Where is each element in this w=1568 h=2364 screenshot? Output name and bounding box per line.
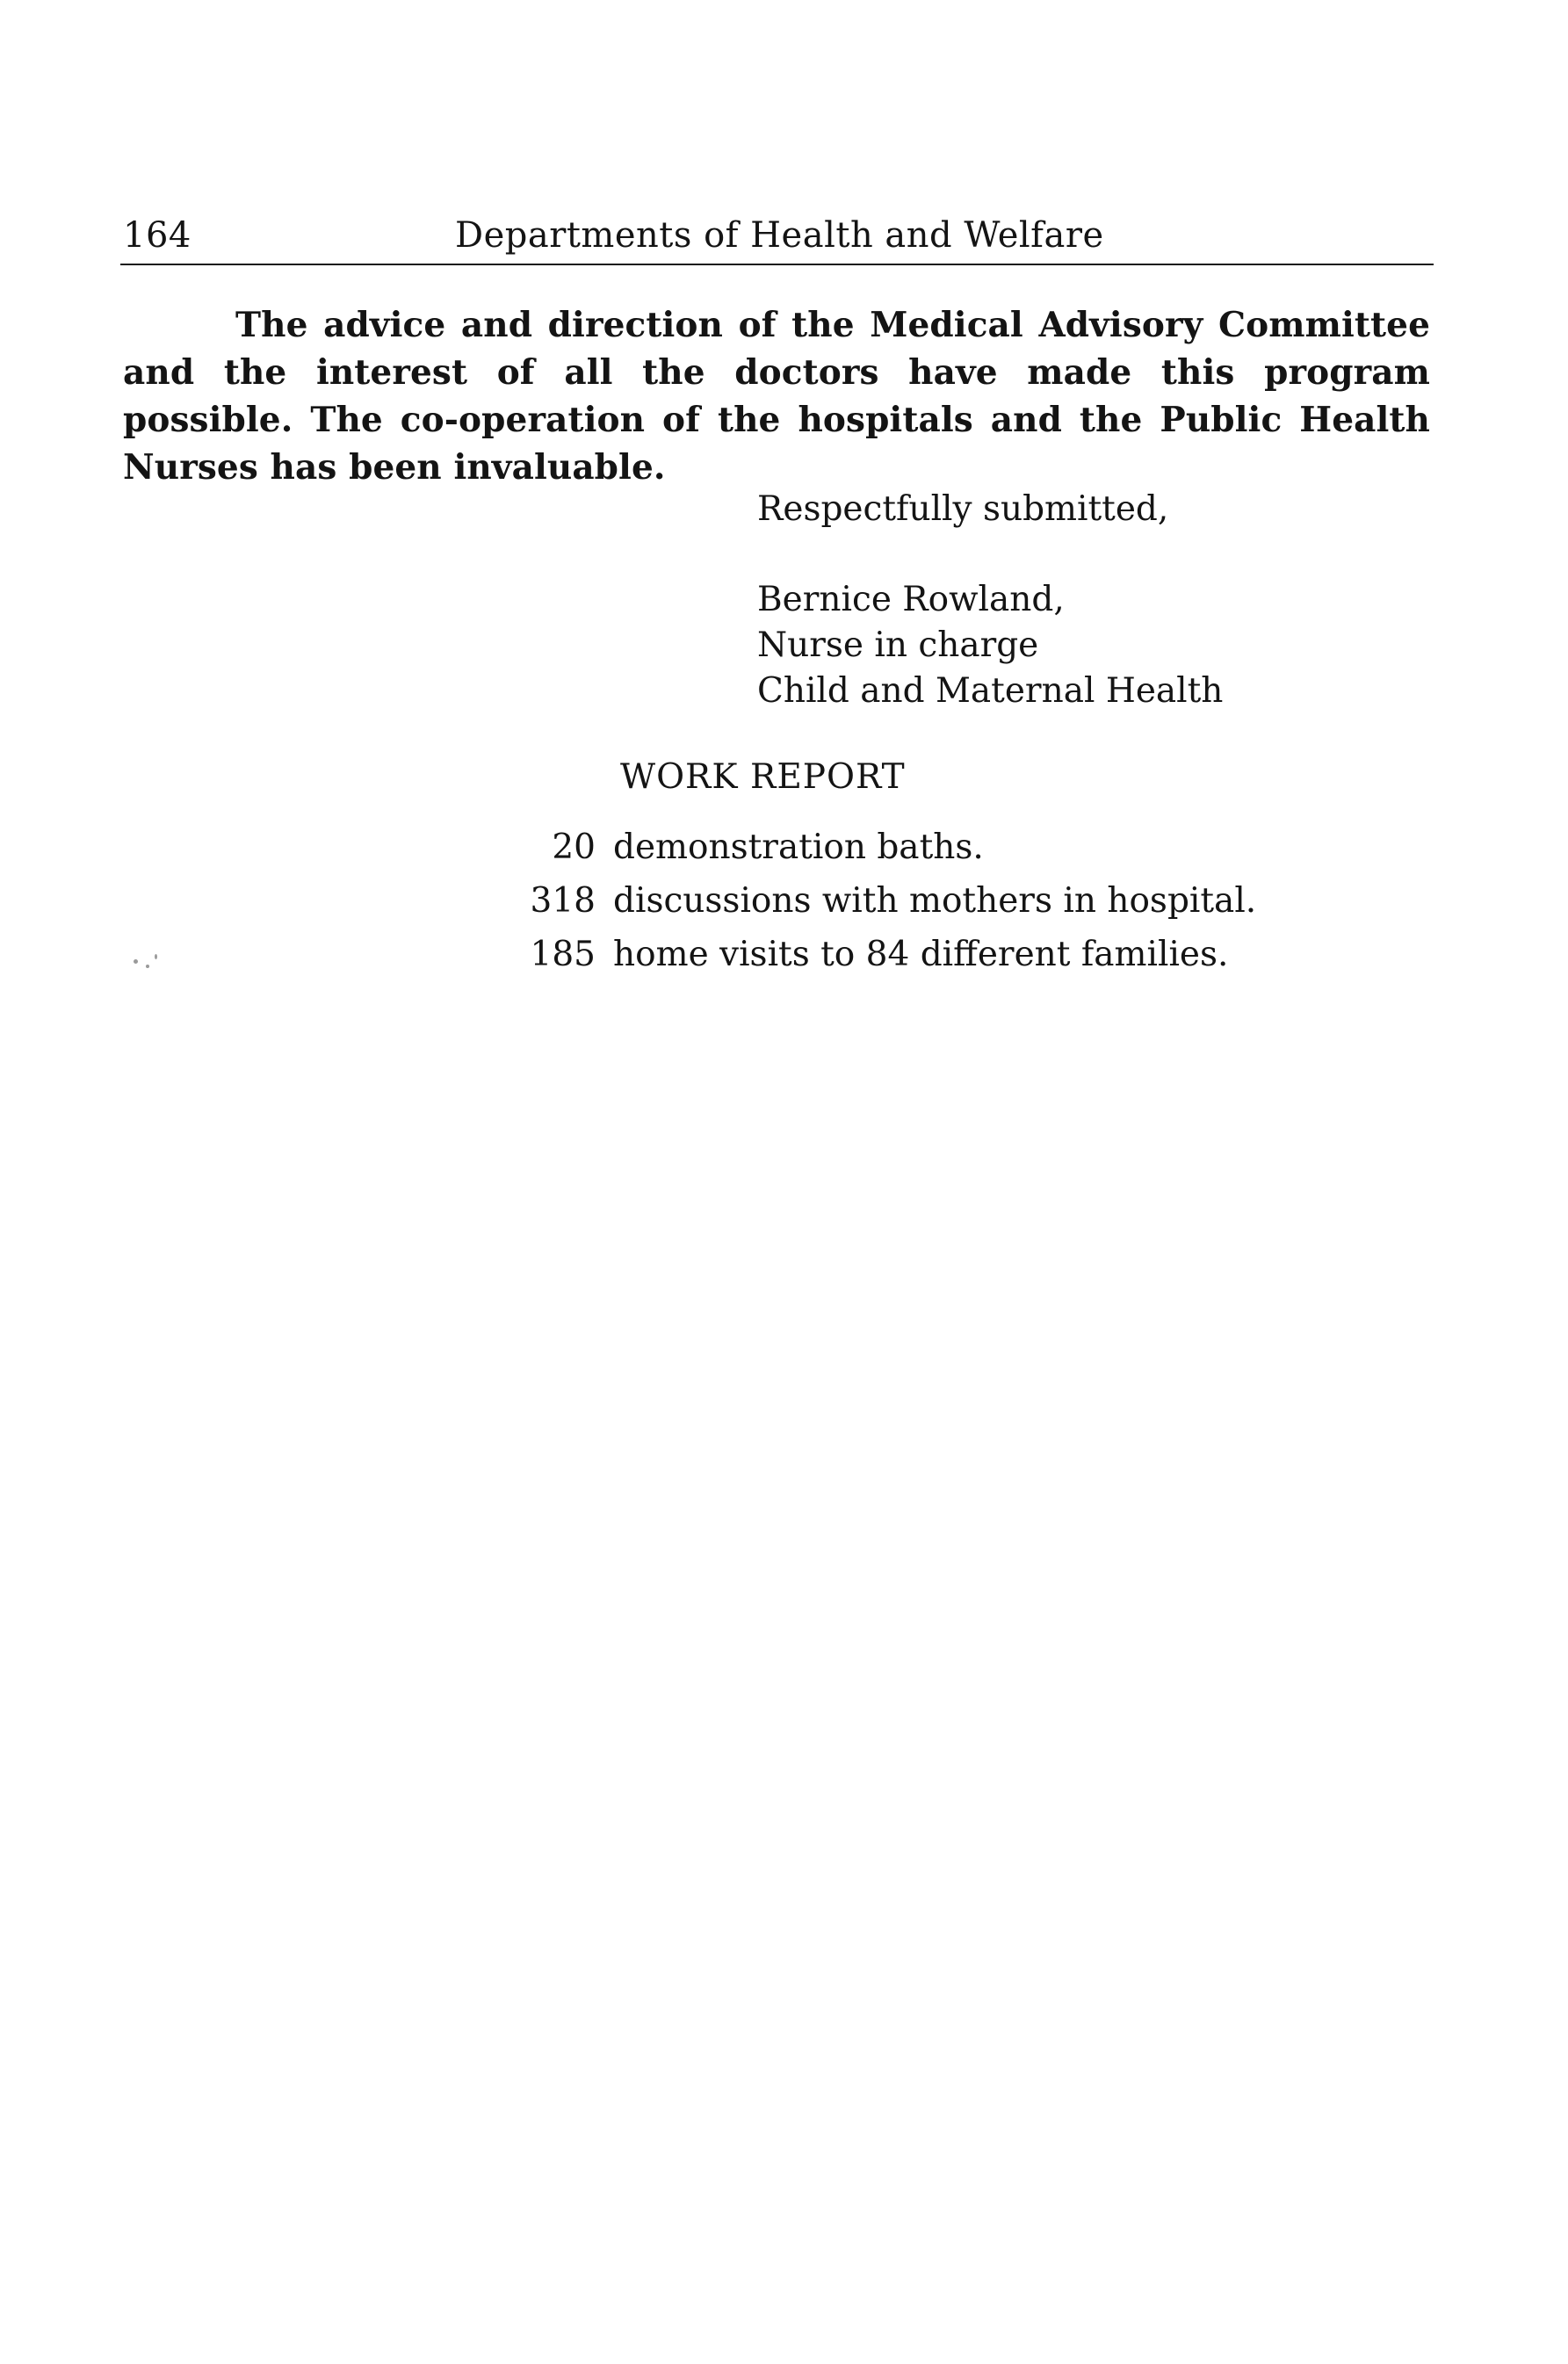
- signer-department: Child and Maternal Health: [757, 671, 1224, 711]
- scan-speck: [134, 959, 138, 964]
- running-header: [123, 209, 1432, 262]
- item-text: discussions with mothers in hospital.: [613, 881, 1257, 921]
- item-text: home visits to 84 different families.: [613, 935, 1229, 974]
- item-count: 185: [530, 935, 596, 974]
- work-report-list: [527, 821, 1256, 981]
- scan-speck: [155, 954, 157, 959]
- work-report-heading: WORK REPORT: [620, 757, 906, 797]
- item-text: demonstration baths.: [613, 828, 984, 867]
- item-count: 318: [530, 881, 596, 921]
- closing-salutation: Respectfully submitted,: [757, 489, 1169, 529]
- body-paragraph: The advice and direction of the Medical Advisory Committee and the interest of all the doctors have made this program possible. The co-operation of the hospitals and the Public Health Nurses has been invaluable.: [123, 305, 1430, 488]
- list-item: [527, 928, 1256, 981]
- list-item: [527, 821, 1256, 874]
- list-item: [527, 874, 1256, 928]
- signature-block: [757, 577, 1223, 714]
- signer-name: Bernice Rowland,: [757, 580, 1065, 619]
- item-count: 20: [552, 828, 596, 867]
- scan-speck: [146, 965, 149, 968]
- page-number: 164: [123, 215, 191, 256]
- header-title: Departments of Health and Welfare: [455, 215, 1104, 256]
- signer-title: Nurse in charge: [757, 625, 1039, 665]
- header-rule: [120, 264, 1434, 265]
